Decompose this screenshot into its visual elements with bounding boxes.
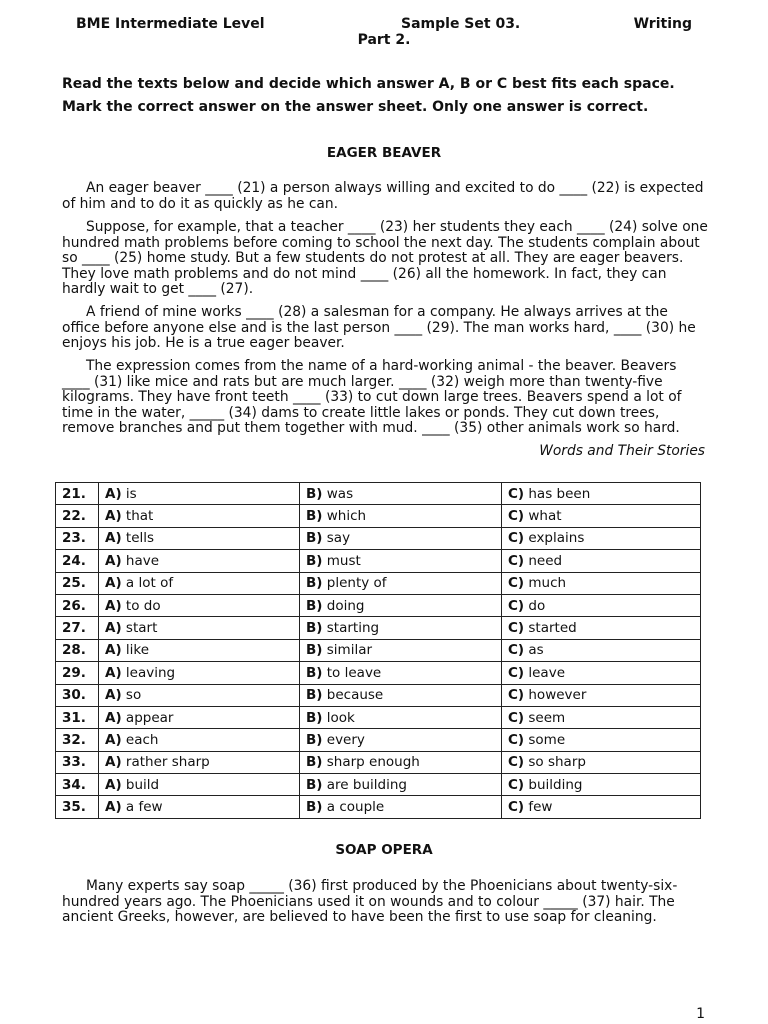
option-a-label: A)	[105, 687, 122, 704]
option-c	[502, 572, 701, 594]
option-a	[99, 550, 300, 572]
option-b-text: every	[326, 731, 365, 748]
text1-source: Words and Their Stories	[539, 443, 705, 459]
text1-paragraph-4: The expression comes from the name of a hard-working animal - the beaver. Beavers ____ (31) like mice and rats but are much larger. ____ (32) weigh more than twenty-five kilograms. They have front teeth ____ (33) to cut down large trees. Beavers spend a lot of time in the water, _____ (34) dams to create little lakes or ponds. They cut down trees, remove branches and put them together with mud. ____ (35) other animals work so hard.	[62, 358, 682, 436]
option-b	[300, 639, 502, 661]
option-b-text: say	[326, 530, 351, 547]
option-b-label: B)	[306, 642, 323, 659]
option-c	[502, 527, 701, 549]
option-b-label: B)	[306, 754, 323, 771]
answer-row	[56, 796, 701, 818]
option-b-label: B)	[306, 709, 323, 726]
answer-row	[56, 684, 701, 706]
option-c-text: leave	[528, 664, 565, 681]
answer-row	[56, 594, 701, 616]
option-a	[99, 796, 300, 818]
instruction-2: Mark the correct answer on the answer sheet. Only one answer is correct.	[62, 99, 649, 115]
option-c-label: C)	[508, 709, 525, 726]
option-c-label: C)	[508, 508, 525, 525]
option-a-label: A)	[105, 754, 122, 771]
option-c	[502, 639, 701, 661]
option-a-label: A)	[105, 620, 122, 637]
option-b-text: starting	[326, 620, 380, 637]
option-b-text: are building	[326, 776, 407, 793]
option-b-text: look	[326, 709, 355, 726]
question-number: 22.	[56, 505, 99, 527]
option-a-label: A)	[105, 597, 122, 614]
option-a	[99, 572, 300, 594]
option-b	[300, 572, 502, 594]
option-c-label: C)	[508, 597, 525, 614]
option-c	[502, 729, 701, 751]
option-c-text: explains	[528, 530, 585, 547]
option-c-label: C)	[508, 664, 525, 681]
option-a	[99, 483, 300, 505]
option-c	[502, 662, 701, 684]
option-a	[99, 617, 300, 639]
option-c-label: C)	[508, 552, 525, 569]
option-a-text: so	[125, 687, 142, 704]
question-number: 23.	[56, 527, 99, 549]
option-a-label: A)	[105, 776, 122, 793]
option-a	[99, 774, 300, 796]
question-number: 34.	[56, 774, 99, 796]
text2-title: SOAP OPERA	[335, 842, 433, 858]
question-number: 27.	[56, 617, 99, 639]
option-c-text: as	[528, 642, 544, 659]
answer-row	[56, 706, 701, 728]
option-b-text: because	[326, 687, 384, 704]
option-a-text: build	[125, 776, 160, 793]
option-a-text: a few	[125, 799, 163, 816]
option-c-label: C)	[508, 754, 525, 771]
option-a-text: appear	[125, 709, 174, 726]
option-b	[300, 550, 502, 572]
option-b	[300, 796, 502, 818]
option-a-text: that	[125, 508, 154, 525]
option-a-label: A)	[105, 664, 122, 681]
option-a-text: tells	[125, 530, 155, 547]
option-a-text: like	[125, 642, 150, 659]
option-b-text: plenty of	[326, 575, 387, 592]
option-c-label: C)	[508, 687, 525, 704]
answer-row	[56, 527, 701, 549]
question-number: 21.	[56, 483, 99, 505]
question-number: 26.	[56, 594, 99, 616]
option-b-text: sharp enough	[326, 754, 420, 771]
option-c	[502, 483, 701, 505]
header-part: Part 2.	[357, 32, 411, 48]
question-number: 32.	[56, 729, 99, 751]
text1-paragraph-3: A friend of mine works ____ (28) a salesman for a company. He always arrives at the office before anyone else and is the last person ____ (29). The man works hard, ____ (30) he enjoys his job. He is a true eager beaver.	[62, 304, 696, 351]
option-b-label: B)	[306, 485, 323, 502]
option-b	[300, 594, 502, 616]
page-number: 1	[696, 1006, 705, 1022]
option-b-text: which	[326, 508, 367, 525]
question-number: 31.	[56, 706, 99, 728]
option-c	[502, 594, 701, 616]
option-b	[300, 617, 502, 639]
option-b-label: B)	[306, 530, 323, 547]
option-a-label: A)	[105, 508, 122, 525]
option-b-label: B)	[306, 731, 323, 748]
option-b-text: a couple	[326, 799, 385, 816]
header-sample-set: Sample Set 03.	[401, 16, 521, 32]
option-a-text: is	[125, 485, 137, 502]
answer-row	[56, 662, 701, 684]
option-b-label: B)	[306, 776, 323, 793]
option-a	[99, 594, 300, 616]
option-b-label: B)	[306, 575, 323, 592]
option-c	[502, 505, 701, 527]
answer-row	[56, 729, 701, 751]
option-c	[502, 706, 701, 728]
option-c-label: C)	[508, 575, 525, 592]
option-b	[300, 751, 502, 773]
option-a-label: A)	[105, 709, 122, 726]
option-a	[99, 684, 300, 706]
question-number: 29.	[56, 662, 99, 684]
option-c-text: building	[528, 776, 583, 793]
option-c	[502, 617, 701, 639]
text1-paragraph-1: An eager beaver ____ (21) a person always willing and excited to do ____ (22) is expected of him and to do it as quickly as he can.	[62, 180, 704, 212]
option-b-label: B)	[306, 508, 323, 525]
option-b-label: B)	[306, 664, 323, 681]
option-a	[99, 706, 300, 728]
answer-row	[56, 483, 701, 505]
option-c	[502, 684, 701, 706]
option-c-text: do	[528, 597, 546, 614]
option-b-label: B)	[306, 597, 323, 614]
instruction-1: Read the texts below and decide which answer A, B or C best fits each space.	[62, 76, 675, 92]
option-a-text: a lot of	[125, 575, 174, 592]
option-c-text: what	[528, 508, 562, 525]
option-b-text: must	[326, 552, 361, 569]
option-a-text: rather sharp	[125, 754, 210, 771]
option-b-label: B)	[306, 799, 323, 816]
answer-row	[56, 617, 701, 639]
option-b	[300, 662, 502, 684]
option-b-label: B)	[306, 552, 323, 569]
answer-row	[56, 505, 701, 527]
option-c-label: C)	[508, 620, 525, 637]
option-a	[99, 662, 300, 684]
option-a-label: A)	[105, 731, 122, 748]
text2-paragraph-1: Many experts say soap _____ (36) first produced by the Phoenicians about twenty-six-hundred years ago. The Phoenicians used it on wounds and to colour _____ (37) hair. The ancient Greeks, however, are believed to have been the first to use soap for cleaning.	[62, 878, 678, 925]
option-a	[99, 729, 300, 751]
option-a	[99, 751, 300, 773]
question-number: 35.	[56, 796, 99, 818]
option-b-label: B)	[306, 620, 323, 637]
question-number: 24.	[56, 550, 99, 572]
option-b-text: similar	[326, 642, 373, 659]
option-a-label: A)	[105, 799, 122, 816]
option-a	[99, 505, 300, 527]
option-b-text: was	[326, 485, 354, 502]
answer-row	[56, 639, 701, 661]
option-c-text: started	[528, 620, 577, 637]
answer-options-table	[55, 482, 701, 819]
option-b	[300, 729, 502, 751]
option-c	[502, 550, 701, 572]
text1-title: EAGER BEAVER	[326, 145, 442, 161]
option-b	[300, 684, 502, 706]
option-b	[300, 774, 502, 796]
option-b-text: doing	[326, 597, 365, 614]
option-a-text: leaving	[125, 664, 176, 681]
option-a-text: have	[125, 552, 160, 569]
option-c-text: need	[528, 552, 563, 569]
option-a-label: A)	[105, 530, 122, 547]
option-c-text: has been	[528, 485, 591, 502]
answer-row	[56, 572, 701, 594]
option-c	[502, 796, 701, 818]
option-c-label: C)	[508, 731, 525, 748]
answer-row	[56, 751, 701, 773]
option-a-label: A)	[105, 575, 122, 592]
answer-row	[56, 550, 701, 572]
option-b	[300, 527, 502, 549]
option-b	[300, 483, 502, 505]
header-section: Writing	[633, 16, 692, 32]
option-c-text: so sharp	[528, 754, 586, 771]
option-b-label: B)	[306, 687, 323, 704]
option-c-label: C)	[508, 530, 525, 547]
question-number: 28.	[56, 639, 99, 661]
option-a-text: to do	[125, 597, 161, 614]
question-number: 30.	[56, 684, 99, 706]
option-c	[502, 774, 701, 796]
header-level: BME Intermediate Level	[76, 16, 265, 32]
option-b	[300, 706, 502, 728]
option-c-text: however	[528, 687, 587, 704]
option-a	[99, 639, 300, 661]
option-c-label: C)	[508, 642, 525, 659]
option-c-label: C)	[508, 485, 525, 502]
option-a	[99, 527, 300, 549]
option-a-label: A)	[105, 642, 122, 659]
question-number: 25.	[56, 572, 99, 594]
option-c-label: C)	[508, 799, 525, 816]
option-c-text: much	[528, 575, 567, 592]
answer-row	[56, 774, 701, 796]
option-c-text: some	[528, 731, 566, 748]
question-number: 33.	[56, 751, 99, 773]
option-a-text: start	[125, 620, 158, 637]
option-c	[502, 751, 701, 773]
text1-paragraph-2: Suppose, for example, that a teacher ____ (23) her students they each ____ (24) solve one hundred math problems before coming to school the next day. The students complain about so ____ (25) home study. But a few students do not protest at all. They are eager beavers. They love math problems and do not mind ____ (26) all the homework. In fact, they can hardly wait to get ____ (27).	[62, 219, 708, 297]
option-c-text: few	[528, 799, 553, 816]
option-c-text: seem	[528, 709, 566, 726]
option-a-text: each	[125, 731, 159, 748]
option-a-label: A)	[105, 552, 122, 569]
option-c-label: C)	[508, 776, 525, 793]
option-b	[300, 505, 502, 527]
option-a-label: A)	[105, 485, 122, 502]
option-b-text: to leave	[326, 664, 382, 681]
